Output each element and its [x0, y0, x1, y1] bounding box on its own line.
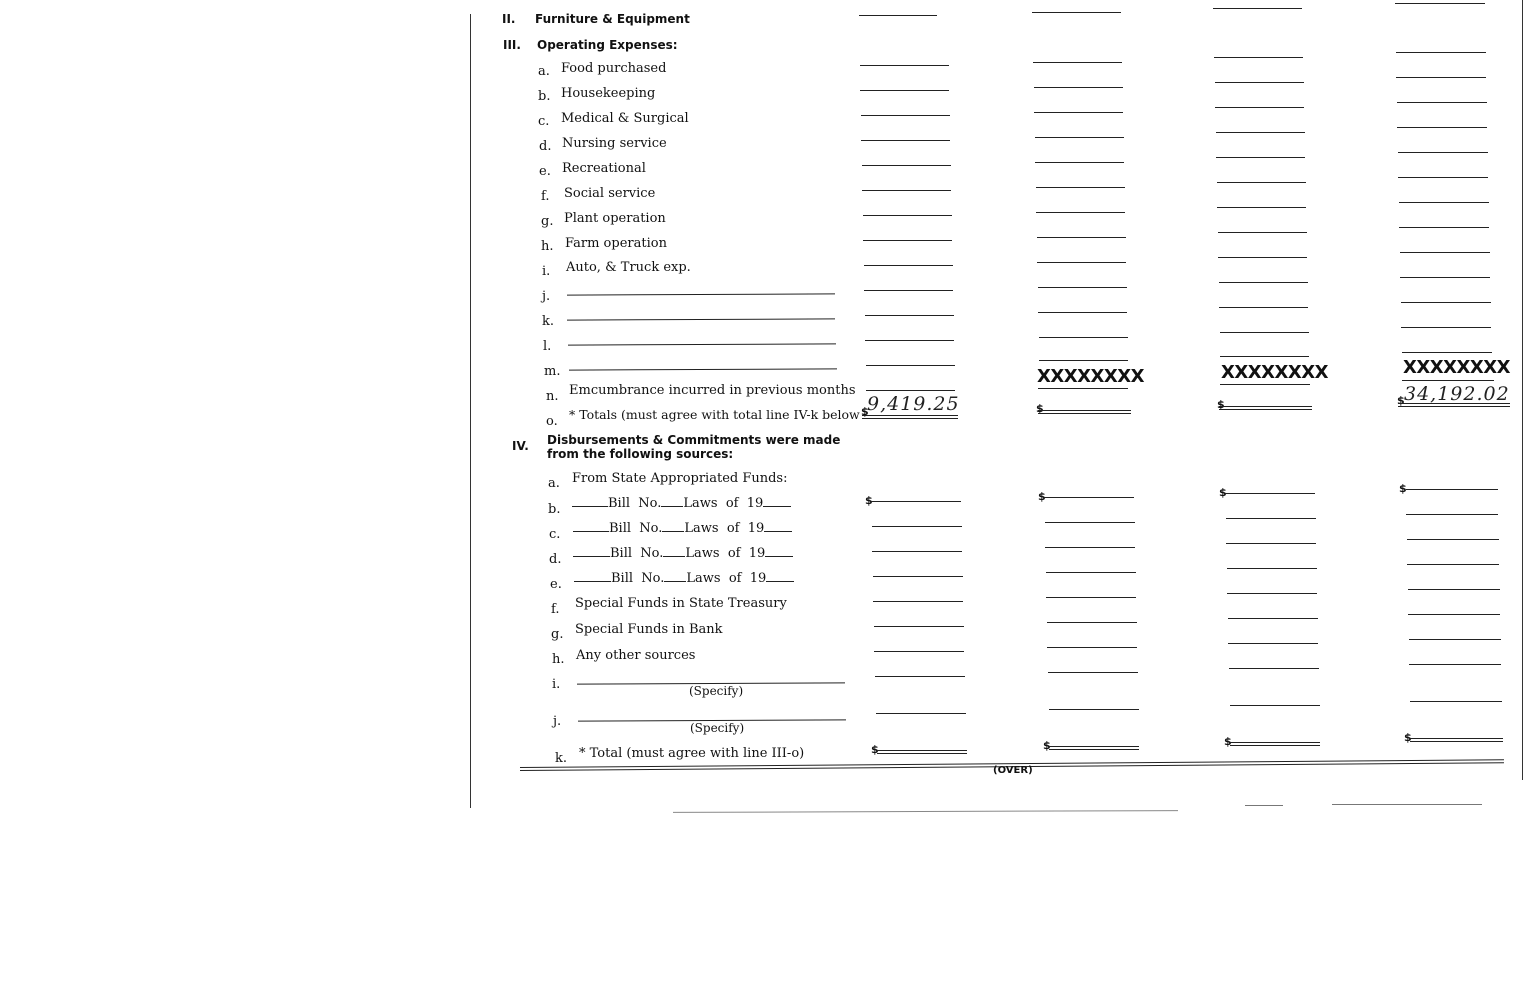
iv-dollar-col4: $ — [1399, 482, 1407, 495]
col2-blank — [1034, 87, 1123, 88]
item-iv-b-bill-line: Bill No. Laws of 19 — [572, 496, 791, 511]
col1-blank — [863, 240, 952, 241]
col4-blank — [1398, 152, 1488, 153]
item-iii-h-label: Farm operation — [565, 236, 667, 251]
item-iv-a-label: From State Appropriated Funds: — [572, 471, 788, 486]
iv-col1-blank — [875, 676, 965, 677]
iv-col3-blank — [1225, 493, 1315, 494]
col1-blank — [860, 65, 949, 66]
right-margin-line — [1522, 0, 1523, 780]
item-iii-i-label: Auto, & Truck exp. — [566, 260, 691, 275]
col2-blank — [1037, 262, 1126, 263]
item-iii-k-letter: k. — [542, 314, 555, 329]
col4-blank — [1396, 52, 1486, 53]
col4-blank — [1396, 77, 1486, 78]
col4-blank — [1401, 302, 1491, 303]
col4-blank — [1397, 102, 1487, 103]
item-iv-d-letter: d. — [549, 552, 562, 567]
col1-blank — [865, 340, 954, 341]
iv-col1-blank — [873, 576, 963, 577]
col3-blank — [1215, 82, 1304, 83]
handwritten-total-col4: 34,192.02 — [1404, 383, 1510, 405]
col4-blank — [1401, 327, 1491, 328]
col3-blank — [1219, 282, 1308, 283]
col1-blank — [859, 15, 937, 16]
col3-blank — [1213, 8, 1302, 9]
col1-blank — [866, 365, 955, 366]
col3-n-underline — [1220, 384, 1310, 385]
total-dollar-col3: $ — [1217, 398, 1225, 411]
col2-n-underline — [1038, 388, 1128, 389]
item-iv-e-letter: e. — [550, 577, 562, 592]
item-iii-e-letter: e. — [539, 164, 551, 179]
col1-blank — [865, 315, 954, 316]
item-iv-d-bill-line: Bill No. Laws of 19 — [573, 546, 793, 561]
item-iii-k-blank — [567, 318, 835, 320]
iv-dollar-col3: $ — [1219, 486, 1227, 499]
item-iii-m-letter: m. — [544, 364, 561, 379]
item-iii-l-letter: l. — [543, 339, 552, 354]
col1-blank — [864, 265, 953, 266]
col2-blank — [1035, 137, 1124, 138]
item-iv-e-bill-line: Bill No. Laws of 19 — [574, 571, 794, 586]
item-iii-e-label: Recreational — [562, 161, 646, 176]
encumbrance-xmark-col3: XXXXXXXX — [1221, 362, 1329, 383]
col2-blank — [1036, 187, 1125, 188]
item-iv-f-label: Special Funds in State Treasury — [575, 596, 787, 611]
iv-col4-blank — [1409, 664, 1501, 665]
iv-total-underline-col4 — [1410, 738, 1503, 742]
item-iv-i-letter: i. — [552, 677, 561, 692]
section-iii-numeral: III. — [503, 38, 521, 52]
iv-col3-blank — [1229, 668, 1319, 669]
iv-col4-blank — [1408, 614, 1500, 615]
item-iv-j-specify: (Specify) — [690, 721, 745, 735]
col1-blank — [864, 290, 953, 291]
col3-blank — [1220, 356, 1309, 357]
col2-blank — [1036, 212, 1125, 213]
item-iv-g-label: Special Funds in Bank — [575, 622, 723, 637]
col3-blank — [1214, 57, 1303, 58]
col3-blank — [1219, 307, 1308, 308]
item-iii-i-letter: i. — [542, 264, 551, 279]
item-iv-j-letter: j. — [553, 714, 562, 729]
iv-col3-blank — [1227, 593, 1317, 594]
item-iii-a-letter: a. — [538, 64, 550, 79]
iv-dollar-col2: $ — [1038, 490, 1046, 503]
section-ii-title: Furniture & Equipment — [535, 12, 690, 26]
item-iv-b-letter: b. — [548, 502, 561, 517]
item-iii-f-letter: f. — [541, 189, 550, 204]
iv-total-dollar-col3: $ — [1224, 735, 1232, 748]
item-iv-h-label: Any other sources — [576, 648, 696, 663]
col2-blank — [1038, 287, 1127, 288]
iv-col2-blank — [1045, 547, 1135, 548]
iv-total-dollar-col4: $ — [1404, 731, 1412, 744]
col1-blank — [861, 140, 950, 141]
col2-blank — [1035, 162, 1124, 163]
item-iv-k-letter: k. — [555, 751, 568, 766]
col2-blank — [1038, 312, 1127, 313]
col3-blank — [1217, 182, 1306, 183]
item-iii-n-label: Emcumbrance incurred in previous months — [569, 383, 856, 398]
col4-blank — [1397, 127, 1487, 128]
encumbrance-xmark-col4: XXXXXXXX — [1403, 357, 1511, 378]
item-iii-b-label: Housekeeping — [561, 86, 656, 101]
iv-col2-blank — [1046, 597, 1136, 598]
item-iv-k-label: * Total (must agree with line III-o) — [579, 746, 805, 761]
iv-col2-blank — [1045, 522, 1135, 523]
item-iv-a-letter: a. — [548, 476, 560, 491]
iv-col3-blank — [1227, 568, 1317, 569]
col3-blank — [1217, 207, 1306, 208]
item-iv-c-bill-line: Bill No. Laws of 19 — [573, 521, 792, 536]
item-iii-h-letter: h. — [541, 239, 554, 254]
iv-col2-blank — [1044, 497, 1134, 498]
item-iii-c-letter: c. — [538, 114, 550, 129]
over-label: (OVER) — [993, 765, 1033, 776]
col2-blank — [1033, 62, 1122, 63]
iv-col1-blank — [874, 651, 964, 652]
iv-col3-blank — [1226, 543, 1316, 544]
item-iii-a-label: Food purchased — [561, 61, 667, 76]
total-dollar-col2: $ — [1036, 402, 1044, 415]
iv-col2-blank — [1048, 672, 1138, 673]
iv-col4-blank — [1407, 539, 1499, 540]
iv-total-underline-col3 — [1230, 742, 1320, 746]
iv-total-dollar-col1: $ — [871, 743, 879, 756]
item-iii-f-label: Social service — [564, 186, 656, 201]
iv-col1-blank — [876, 713, 966, 714]
total-underline-col3 — [1219, 406, 1312, 410]
section-iv-title-line2: from the following sources: — [547, 447, 734, 461]
section-ii-numeral: II. — [502, 12, 516, 26]
item-iii-j-letter: j. — [542, 289, 551, 304]
iv-col4-blank — [1409, 639, 1501, 640]
col4-blank — [1400, 252, 1490, 253]
total-underline-col2 — [1038, 410, 1131, 414]
iv-col2-blank — [1047, 647, 1137, 648]
iv-col4-blank — [1406, 489, 1498, 490]
section-iv-title-line1: Disbursements & Commitments were made — [547, 433, 841, 447]
iv-col3-blank — [1228, 618, 1318, 619]
scan-artifact-line — [1332, 804, 1482, 805]
iv-total-underline-col1 — [877, 750, 967, 754]
total-underline-col1 — [862, 415, 958, 419]
item-iii-d-label: Nursing service — [562, 136, 667, 151]
section-iv-numeral: IV. — [512, 439, 529, 453]
iv-dollar-col1: $ — [865, 494, 873, 507]
iv-col1-blank — [873, 601, 963, 602]
iv-col1-blank — [871, 501, 961, 502]
col3-blank — [1218, 257, 1307, 258]
col3-blank — [1218, 232, 1307, 233]
col1-blank — [863, 215, 952, 216]
item-iv-c-letter: c. — [549, 527, 561, 542]
section-iii-title: Operating Expenses: — [537, 38, 678, 52]
col2-blank — [1034, 112, 1123, 113]
iv-col4-blank — [1407, 564, 1499, 565]
item-iii-n-letter: n. — [546, 389, 559, 404]
iv-total-underline-col2 — [1049, 746, 1139, 750]
item-iv-f-letter: f. — [551, 602, 560, 617]
iv-col3-blank — [1226, 518, 1316, 519]
col3-blank — [1215, 107, 1304, 108]
col1-blank — [866, 390, 955, 391]
item-iv-h-letter: h. — [552, 652, 565, 667]
col4-blank — [1399, 227, 1489, 228]
total-dollar-col4: $ — [1397, 394, 1405, 407]
left-margin-line — [470, 14, 471, 808]
item-iii-l-blank — [568, 343, 836, 345]
iv-col1-blank — [874, 626, 964, 627]
col2-blank — [1039, 360, 1128, 361]
col1-blank — [861, 115, 950, 116]
total-underline-col4 — [1398, 403, 1510, 407]
col2-blank — [1039, 337, 1128, 338]
col3-blank — [1216, 157, 1305, 158]
col4-n-underline — [1402, 380, 1494, 381]
item-iii-j-blank — [567, 293, 835, 295]
item-iii-d-letter: d. — [539, 139, 552, 154]
total-dollar-col1: $ — [861, 405, 869, 418]
item-iii-o-letter: o. — [546, 414, 558, 429]
iv-col1-blank — [872, 526, 962, 527]
iv-col3-blank — [1230, 705, 1320, 706]
col4-blank — [1395, 3, 1485, 4]
iv-col1-blank — [872, 551, 962, 552]
iv-col4-blank — [1408, 589, 1500, 590]
col4-blank — [1399, 202, 1489, 203]
item-iv-g-letter: g. — [551, 627, 564, 642]
iv-col2-blank — [1046, 572, 1136, 573]
col2-blank — [1032, 12, 1121, 13]
iv-col4-blank — [1406, 514, 1498, 515]
item-iii-c-label: Medical & Surgical — [561, 111, 689, 126]
col4-blank — [1402, 352, 1492, 353]
scan-artifact-line — [1245, 805, 1283, 806]
col3-blank — [1216, 132, 1305, 133]
col1-blank — [860, 90, 949, 91]
item-iii-m-blank — [569, 368, 837, 370]
iv-total-dollar-col2: $ — [1043, 739, 1051, 752]
iv-col2-blank — [1047, 622, 1137, 623]
col4-blank — [1398, 177, 1488, 178]
iv-col3-blank — [1228, 643, 1318, 644]
item-iii-g-letter: g. — [541, 214, 554, 229]
col2-blank — [1037, 237, 1126, 238]
scan-artifact-line — [673, 810, 1178, 813]
iv-col2-blank — [1049, 709, 1139, 710]
item-iii-g-label: Plant operation — [564, 211, 666, 226]
col1-blank — [862, 165, 951, 166]
iv-col4-blank — [1410, 701, 1502, 702]
encumbrance-xmark-col2: XXXXXXXX — [1037, 366, 1145, 387]
col4-blank — [1400, 277, 1490, 278]
col1-blank — [862, 190, 951, 191]
col3-blank — [1220, 332, 1309, 333]
item-iii-b-letter: b. — [538, 89, 551, 104]
item-iii-o-label: * Totals (must agree with total line IV-k below — [569, 407, 860, 422]
handwritten-total-col1: 9,419.25 — [867, 393, 960, 415]
item-iv-i-specify: (Specify) — [689, 684, 744, 698]
